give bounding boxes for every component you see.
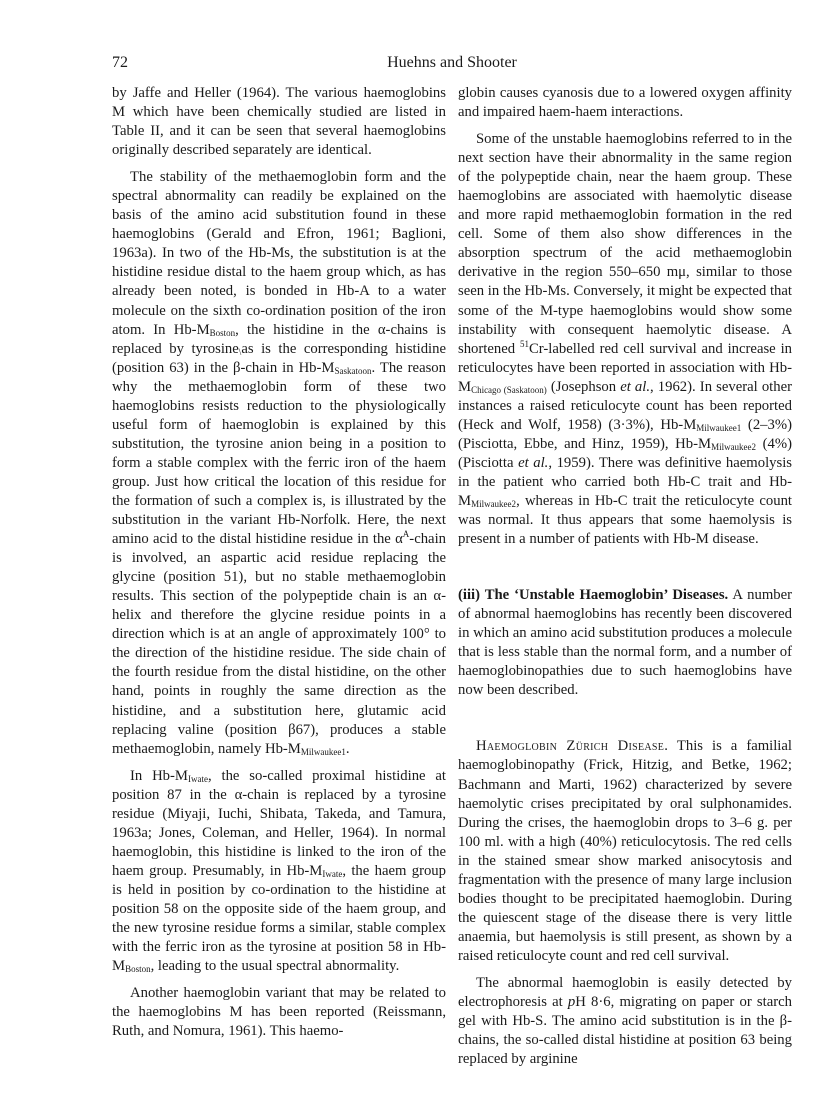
paragraph: Some of the unstable haemoglobins referred to in the next section have their abnormality in the same region of the polypeptide chain, near the haem group. These haemoglobins are associated with haemolytic disease and more rapid methaemoglobin formation in the red cell. Some of them also show differences in the absorption spectrum of the acid methaemoglobin derivative in the region 550–650 mμ, similar to those seen in the Hb-Ms. Conversely, it might be expected that some of the M-type haemoglobins would show some instability with consequent haemolytic disease. A shortened $^{51}$Cr-labelled red cell survival and increase in reticulocytes have been reported in association with $Hb-M_{Chicago (Saskatoon)}$ (Josephson et al., 1962). In several other instances a raised reticulocyte count has been reported (Heck and Wolf, 1958) (3·3%), $Hb-M_{Milwaukee1}$ (2–3%) (Pisciotta, Ebbe, and Hinz, 1959), $Hb-M_{Milwaukee2}$ (4%) (Pisciotta et al., 1959). There was definitive haemolysis in the patient who carried both Hb-C trait and $Hb-M_{Milwaukee2}$, whereas in Hb-C trait the reticulocyte count was normal. It thus appears that some haemolysis is present in a number of patients with Hb-M disease. (458, 131, 793, 548)
section-heading: (iii) The ‘Unstable Haemoglobin’ Diseases. (458, 587, 729, 604)
paragraph: globin causes cyanosis due to a lowered oxygen affinity and impaired haem-haem interactions. (458, 85, 792, 121)
left-column (112, 84, 446, 1041)
page-header (112, 54, 792, 78)
paragraph: The abnormal haemoglobin is easily detected by electrophoresis at pH 8·6, migrating on paper or starch gel with Hb-S. The amino acid substitution is in the β-chains, the so-called distal histidine at position 63 being replaced by arginine (458, 974, 792, 1068)
right-column (458, 84, 792, 1069)
subsection-heading: Haemoglobin Zürich Disease. (476, 738, 669, 755)
subsection-paragraph: Haemoglobin Zürich Disease. This is a familial haemoglobinopathy (Frick, Hitzig, and Betke, 1962; Bachmann and Marti, 1962) characterized by severe haemolytic crises precipitated by oral sulphonamides. During the crises, the haemoglobin drops to 3–6 g. per 100 ml. with a high (40%) reticulocytosis. The red cells in the stained smear show marked anisocytosis and fragmentation with the presence of many large inclusion bodies thought to be precipitated haemoglobin. During the quiescent stage of the disease there is very little anaemia, but haemolysis is still present, as shown by a raised reticulocyte count and red cell survival. (458, 738, 792, 964)
section-paragraph: (iii) The ‘Unstable Haemoglobin’ Diseases. A number of abnormal haemoglobins has recently been discovered in which an amino acid substitution produces a molecule that is less stable than the normal form, and a number of haemoglobinopathies due to such haemoglobins have now been described. (458, 587, 792, 699)
paragraph: by Jaffe and Heller (1964). The various haemoglobins M which have been chemically studied are listed in Table II, and it can be seen that several haemoglobins originally described separately are identical. (112, 85, 446, 159)
paragraph: Another haemoglobin variant that may be related to the haemoglobins M has been reported (Reissmann, Ruth, and Nomura, 1961). This haemo- (112, 985, 446, 1040)
running-title: Huehns and Shooter (387, 54, 517, 71)
page-number: 72 (112, 54, 128, 71)
paragraph: The stability of the methaemoglobin form and the spectral abnormality can readily be explained on the basis of the amino acid substitution found in these haemoglobins (Gerald and Efron, 1961; Baglioni, 1963a). In two of the Hb-Ms, the substitution is at the histidine residue distal to the haem group which, as has already been noted, is bonded in Hb-A to a water molecule on the sixth co-ordination position of the iron atom. In $Hb-M_{Boston}$, the histidine in the α-chains is replaced by tyrosine$_\backslash$as is the corresponding histidine (position 63) in the β-chain in $Hb-M_{Saskatoon}$. The reason why the methaemoglobin form of these two haemoglobins resists reduction to the physiologically useful form of haemoglobin is explained by this substitution, the tyrosine anion being in a position to form a stable complex with the ferric iron of the haem group. Just how critical the location of this residue for the formation of such a complex is, is illustrated by the substitution in the variant Hb-Norfolk. Here, the next amino acid to the distal histidine residue in the $\alpha^A$-chain is involved, an aspartic acid residue replacing the glycine (position 51), but no stable methaemoglobin results. This section of the polypeptide chain is an α-helix and therefore the glycine residue points in a direction which is at an angle of approximately 100° to the direction of the histidine residue. The side chain of the fourth residue from the distal histidine, on the other hand, points in roughly the same direction as the histidine, and a substitution here, glutamic acid replacing valine (position β67), produces a stable methaemoglobin, namely $Hb-M_{Milwaukee1}$. (112, 169, 446, 757)
paragraph: In $Hb-M_{Iwate}$, the so-called proximal histidine at position 87 in the α-chain is replaced by a tyrosine residue (Miyaji, Iuchi, Shibata, Takeda, and Tamura, 1963a; Jones, Coleman, and Heller, 1964). In normal haemoglobin, this histidine is linked to the iron of the haem group. Presumably, in $Hb-M_{Iwate}$, the haem group is held in position by co-ordination to the histidine at position 58 on the opposite side of the haem group, and the new tyrosine residue forms a similar, stable complex with the ferric iron as the tyrosine at position 58 in $Hb-M_{Boston}$, leading to the usual spectral abnormality. (112, 767, 447, 975)
